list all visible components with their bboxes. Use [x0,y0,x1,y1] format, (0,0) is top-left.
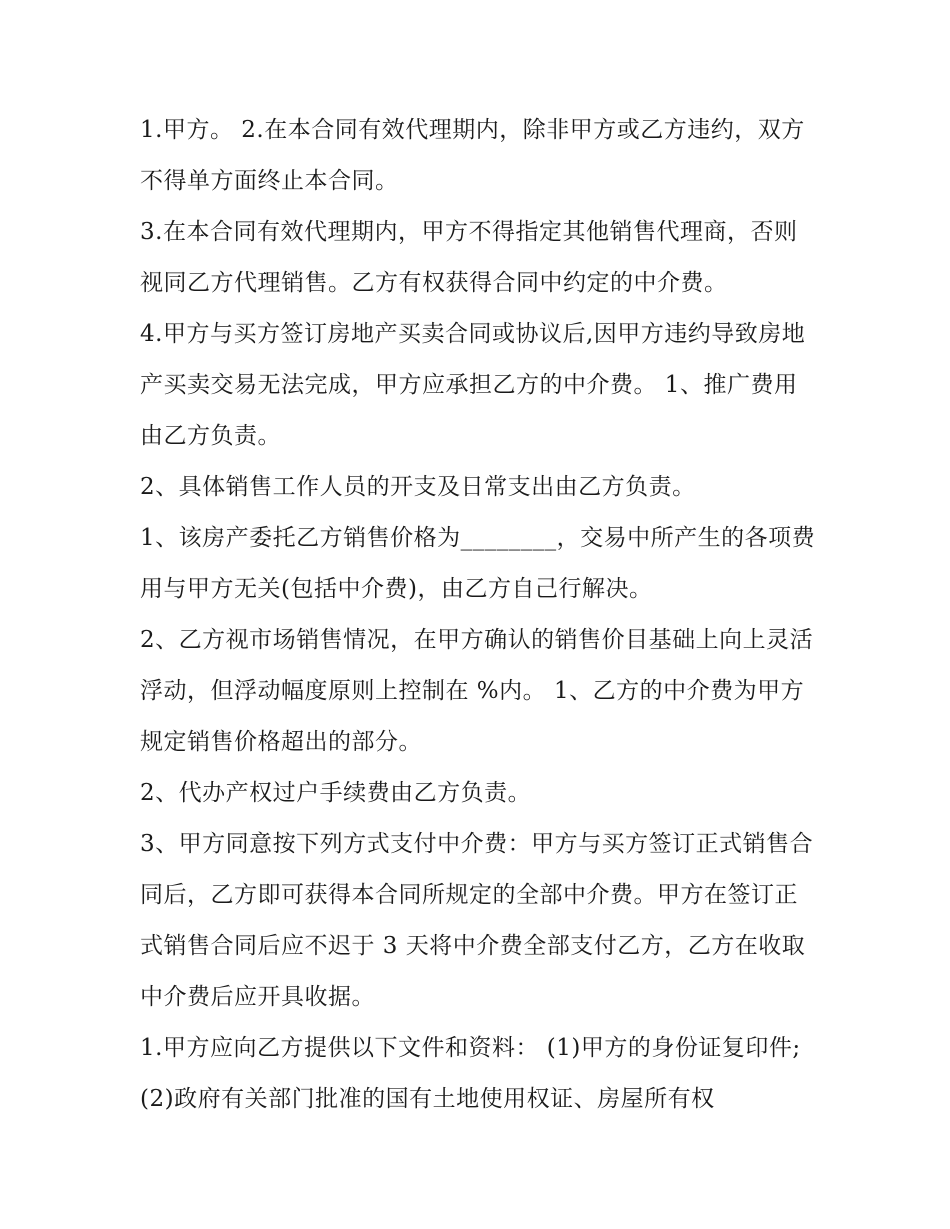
paragraph-5: 1、该房产委托乙方销售价格为________，交易中所产生的各项费用与甲方无关(包括中介费)，由乙方自己行解决。 [140,525,816,602]
document-body [140,105,820,1125]
paragraph-4: 2、具体销售工作人员的开支及日常支出由乙方负责。 [140,474,696,500]
paragraph-9: 1.甲方应向乙方提供以下文件和资料： (1)甲方的身份证复印件; (2)政府有关部门批准的国有土地使用权证、房屋所有权 [140,1035,801,1112]
paragraph-1: 1.甲方。 2.在本合同有效代理期内，除非甲方或乙方违约，双方不得单方面终止本合同。 [140,117,805,194]
paragraph-7: 2、代办产权过户手续费由乙方负责。 [140,780,532,806]
paragraph-3: 4.甲方与买方签订房地产买卖合同或协议后,因甲方违约导致房地产买卖交易无法完成，甲方应承担乙方的中介费。 1、推广费用由乙方负责。 [140,321,806,449]
paragraph-8: 3、甲方同意按下列方式支付中介费：甲方与买方签订正式销售合同后，乙方即可获得本合同所规定的全部中介费。甲方在签订正式销售合同后应不迟于 3 天将中介费全部支付乙方，乙方在收取中介费后应开具收据。 [140,831,814,1010]
paragraph-2: 3.在本合同有效代理期内，甲方不得指定其他销售代理商，否则视同乙方代理销售。乙方有权获得合同中约定的中介费。 [140,219,798,296]
paragraph-6: 2、乙方视市场销售情况，在甲方确认的销售价目基础上向上灵活浮动，但浮动幅度原则上控制在 %内。 1、乙方的中介费为甲方规定销售价格超出的部分。 [140,627,814,755]
